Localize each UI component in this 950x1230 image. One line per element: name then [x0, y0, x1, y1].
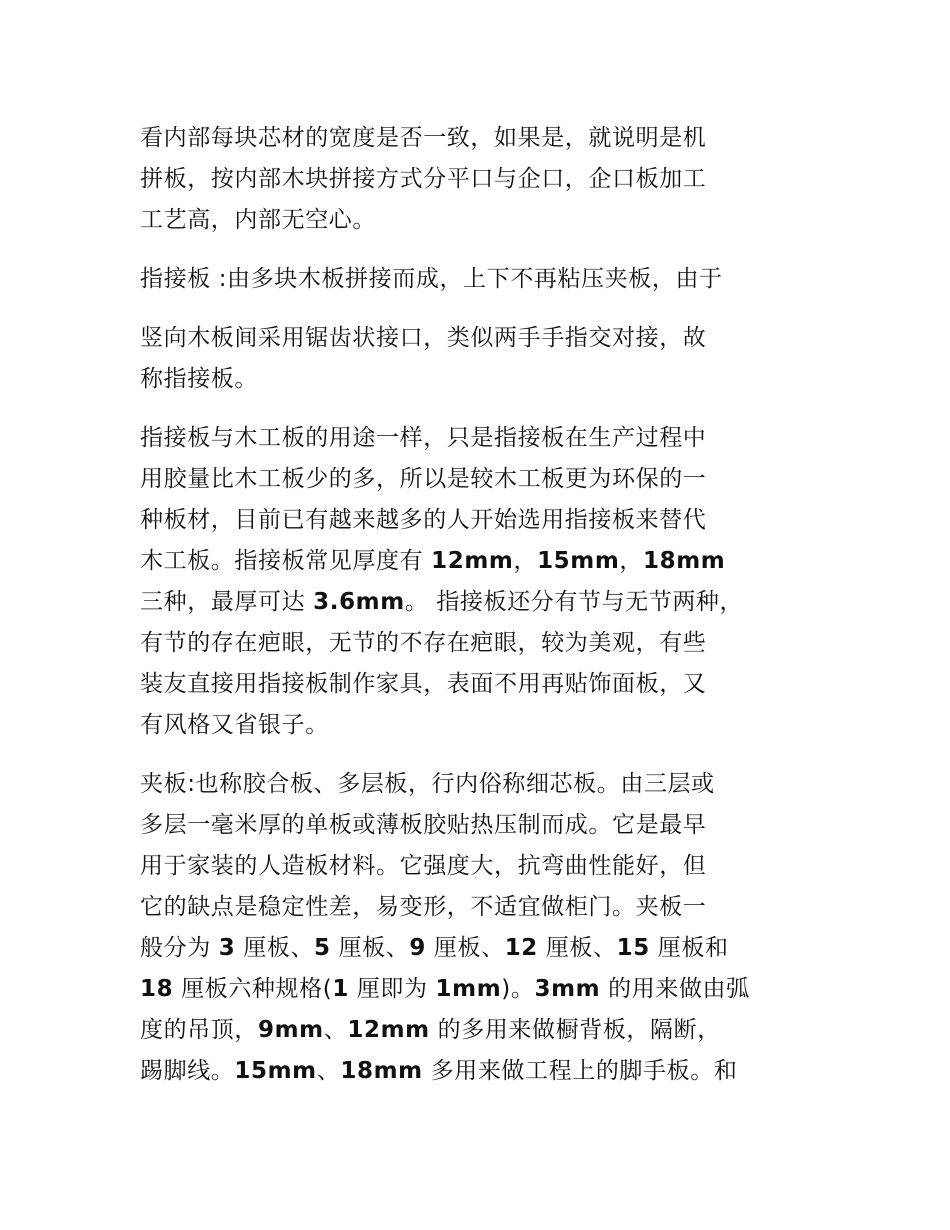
paragraph-4-line-8	[140, 1056, 737, 1086]
text-run: 、	[323, 1017, 348, 1043]
text-run: 厘板六种规格(	[173, 976, 333, 1002]
paragraph-3-line-3	[140, 505, 706, 535]
paragraph-3-line-7	[140, 669, 706, 699]
text-run: )。	[501, 976, 535, 1002]
paragraph-4-line-5	[140, 933, 729, 963]
paragraph-4-line-1	[140, 769, 715, 799]
bold-measurement: 1mm	[435, 976, 502, 1002]
text-run: 工艺高，内部无空心。	[140, 207, 376, 233]
text-run: 厘即为	[348, 976, 436, 1002]
text-run: 厘板和	[649, 935, 729, 961]
text-run: ，	[513, 548, 538, 574]
text-run: 它的缺点是稳定性差，易变形，不适宜做柜门。夹板一	[140, 894, 707, 920]
text-run: 般分为	[140, 935, 219, 961]
text-run: 看内部每块芯材的宽度是否一致，如果是，就说明是机	[140, 125, 707, 151]
bold-measurement: 9mm	[258, 1017, 324, 1043]
bold-measurement: 18mm	[340, 1058, 423, 1084]
text-run: 三种，最厚可达	[140, 589, 314, 615]
bold-measurement: 15	[616, 935, 650, 961]
text-run: 厘板、	[425, 935, 505, 961]
paragraph-3-line-4	[140, 546, 725, 576]
text-run: 指接板 :由多块木板拼接而成，上下不再粘压夹板，由于	[140, 266, 723, 292]
text-run: 竖向木板间采用锯齿状接口，类似两手手指交对接，故	[140, 325, 707, 351]
paragraph-4-line-2	[140, 810, 706, 840]
text-run: 有节的存在疤眼，无节的不存在疤眼，较为美观，有些	[140, 630, 707, 656]
text-run: 种板材，目前已有越来越多的人开始选用指接板来替代	[140, 507, 707, 533]
text-run: ，	[619, 548, 644, 574]
paragraph-1-line-3	[140, 205, 376, 235]
bold-measurement: 5	[314, 935, 331, 961]
paragraph-2-line-1	[140, 264, 723, 294]
bold-measurement: 3	[218, 935, 236, 961]
text-run: 夹板:也称胶合板、多层板，行内俗称细芯板。由三层或	[140, 771, 715, 797]
bold-measurement: 9	[409, 935, 426, 961]
text-run: 指接板与木工板的用途一样，只是指接板在生产过程中	[140, 425, 707, 451]
bold-measurement: 12mm	[431, 548, 514, 574]
text-run: 的用来做由弧	[600, 976, 750, 1002]
paragraph-3-line-1	[140, 423, 706, 453]
paragraph-2-line-3	[140, 364, 258, 394]
paragraph-3-line-6	[140, 628, 706, 658]
text-run: 度的吊顶，	[140, 1017, 258, 1043]
text-run: 多层一毫米厚的单板或薄板胶贴热压制而成。它是最早	[140, 812, 707, 838]
paragraph-4-line-7	[140, 1015, 721, 1045]
text-run: 用于家装的人造板材料。它强度大，抗弯曲性能好，但	[140, 853, 707, 879]
text-run: 厘板、	[235, 935, 315, 961]
text-run: 。 指接板还分有节与无节两种，	[404, 589, 744, 615]
paragraph-2-line-2	[140, 323, 706, 353]
text-run: 的多用来做橱背板，隔断，	[429, 1017, 721, 1043]
paragraph-4-line-6	[140, 974, 750, 1004]
text-run: 、	[316, 1058, 341, 1084]
paragraph-4-line-4	[140, 892, 706, 922]
text-run: 用胶量比木工板少的多，所以是较木工板更为环保的一	[140, 466, 707, 492]
text-run: 多用来做工程上的脚手板。和	[422, 1058, 738, 1084]
bold-measurement: 3mm	[534, 976, 601, 1002]
bold-measurement: 12mm	[347, 1017, 430, 1043]
bold-measurement: 18mm	[643, 548, 726, 574]
bold-measurement: 18	[140, 976, 174, 1002]
text-run: 厘板、	[330, 935, 410, 961]
text-run: 厘板、	[537, 935, 617, 961]
text-run: 拼板，按内部木块拼接方式分平口与企口，企口板加工	[140, 166, 707, 192]
bold-measurement: 3.6mm	[313, 589, 405, 615]
text-run: 木工板。指接板常见厚度有	[140, 548, 432, 574]
text-run: 称指接板。	[140, 366, 258, 392]
bold-measurement: 1	[332, 976, 349, 1002]
paragraph-3-line-5	[140, 587, 743, 617]
text-run: 有风格又省银子。	[140, 712, 329, 738]
paragraph-1-line-1	[140, 123, 706, 153]
paragraph-4-line-3	[140, 851, 706, 881]
paragraph-3-line-2	[140, 464, 706, 494]
bold-measurement: 15mm	[234, 1058, 317, 1084]
paragraph-1-line-2	[140, 164, 706, 194]
paragraph-3-line-8	[140, 710, 329, 740]
text-run: 踢脚线。	[140, 1058, 235, 1084]
bold-measurement: 12	[504, 935, 538, 961]
text-run: 装友直接用指接板制作家具，表面不用再贴饰面板，又	[140, 671, 707, 697]
bold-measurement: 15mm	[537, 548, 620, 574]
